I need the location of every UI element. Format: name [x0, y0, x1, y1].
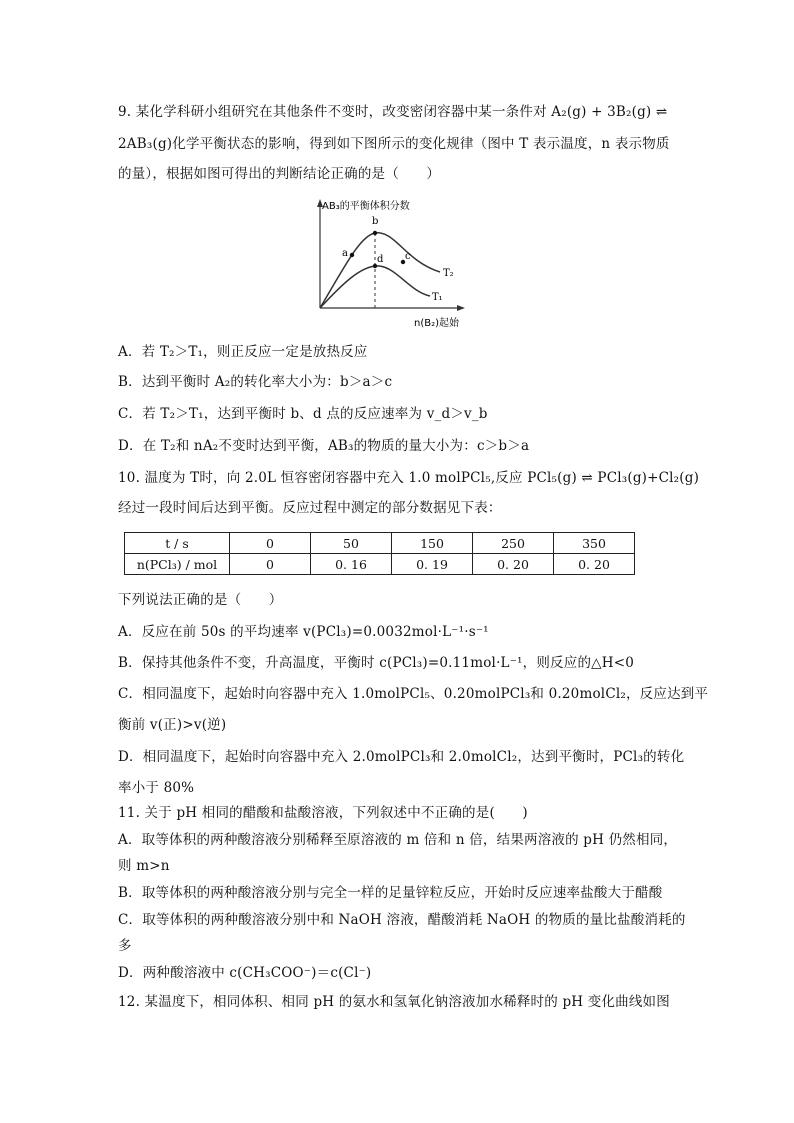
label-b: b — [372, 216, 379, 227]
label-c: c — [405, 251, 411, 262]
label-d: d — [377, 254, 384, 265]
table-header-cell: n(PCl₃) / mol — [125, 554, 230, 575]
q11-line1: 11. 关于 pH 相同的醋酸和盐酸溶液，下列叙述中不正确的是( ) — [118, 805, 528, 821]
table-cell: 0. 16 — [311, 554, 392, 575]
q10-option-a: A．反应在前 50s 的平均速率 v(PCl₃)=0.0032mol·L⁻¹·s⁻¹ — [118, 624, 489, 640]
q11-option-c-line2: 多 — [118, 938, 132, 954]
table-cell: 0 — [230, 554, 311, 575]
q10-option-b: B．保持其他条件不变，升高温度，平衡时 c(PCl₃)=0.11mol·L⁻¹，则反应的△H<0 — [118, 655, 635, 671]
q10-line2: 经过一段时间后达到平衡。反应过程中测定的部分数据见下表： — [118, 500, 502, 516]
table-cell: 150 — [392, 533, 473, 554]
q10-prompt: 下列说法正确的是（ ） — [118, 592, 283, 608]
q11-option-c-line1: C．取等体积的两种酸溶液分别中和 NaOH 溶液，醋酸消耗 NaOH 的物质的量比盐酸消耗的 — [118, 912, 686, 928]
label-t1: T₁ — [432, 292, 443, 303]
q10-option-d-line1: D．相同温度下，起始时向容器中充入 2.0molPCl₃和 2.0molCl₂，达到平衡时，PCl₃的转化 — [118, 749, 685, 765]
q11-option-a-line2: 则 m>n — [118, 858, 170, 874]
q9-line2: 2AB₃(g)化学平衡状态的影响，得到如下图所示的变化规律（图中 T 表示温度，n 表示物质 — [118, 136, 670, 152]
q9-option-a: A．若 T₂＞T₁，则正反应一定是放热反应 — [118, 344, 368, 360]
point-b — [373, 231, 377, 235]
table-cell: 0. 20 — [554, 554, 635, 575]
table-cell: 250 — [473, 533, 554, 554]
table-cell: 350 — [554, 533, 635, 554]
label-a: a — [342, 248, 348, 259]
table-cell: 0. 20 — [473, 554, 554, 575]
q9-line1: 9. 某化学科研小组研究在其他条件不变时，改变密闭容器中某一条件对 A₂(g) + 3B₂(g) ⇌ — [118, 104, 668, 120]
table-cell: 50 — [311, 533, 392, 554]
table-row — [125, 533, 635, 554]
q9-option-b: B．达到平衡时 A₂的转化率大小为：b＞a＞c — [118, 374, 393, 390]
q11-option-b: B．取等体积的两种酸溶液分别与完全一样的足量锌粒反应，开始时反应速率盐酸大于醋酸 — [118, 885, 663, 901]
curve-t2 — [320, 233, 440, 308]
table-cell: 0. 19 — [392, 554, 473, 575]
point-a — [350, 253, 354, 257]
table-row — [125, 554, 635, 575]
q10-option-c-line2: 衡前 v(正)>v(逆) — [118, 717, 227, 733]
q10-option-d-line2: 率小于 80% — [118, 780, 195, 796]
y-axis-label: AB₃的平衡体积分数 — [322, 201, 410, 212]
table-header-cell: t / s — [125, 533, 230, 554]
q9-option-c: C．若 T₂＞T₁，达到平衡时 b、d 点的反应速率为 v_d＞v_b — [118, 406, 488, 422]
q11-option-a-line1: A．取等体积的两种酸溶液分别稀释至原溶液的 m 倍和 n 倍，结果两溶液的 pH 仍然相同， — [118, 832, 678, 848]
data-table — [124, 532, 635, 575]
q9-option-d: D．在 T₂和 nA₂不变时达到平衡，AB₃的物质的量大小为：c＞b＞a — [118, 438, 530, 454]
q11-option-d: D．两种酸溶液中 c(CH₃COO⁻)＝c(Cl⁻) — [118, 965, 372, 981]
table-cell: 0 — [230, 533, 311, 554]
q9-line3: 的量），根据如图可得出的判断结论正确的是（ ） — [118, 166, 441, 182]
equilibrium-figure — [300, 196, 500, 336]
q10-line1: 10. 温度为 T时，向 2.0L 恒容密闭容器中充入 1.0 molPCl₅,反应 PCl₅(g) ⇌ PCl₃(g)+Cl₂(g) — [118, 470, 700, 486]
q10-option-c-line1: C．相同温度下，起始时向容器中充入 1.0molPCl₅、0.20molPCl₃和 0.20molCl₂，反应达到平 — [118, 686, 709, 702]
label-t2: T₂ — [443, 268, 454, 279]
x-axis-label: n(B₂)起始 — [414, 318, 460, 329]
q12-line1: 12. 某温度下，相同体积、相同 pH 的氨水和氢氧化钠溶液加水稀释时的 pH 变化曲线如图 — [118, 994, 670, 1010]
x-axis-arrow — [457, 305, 465, 311]
